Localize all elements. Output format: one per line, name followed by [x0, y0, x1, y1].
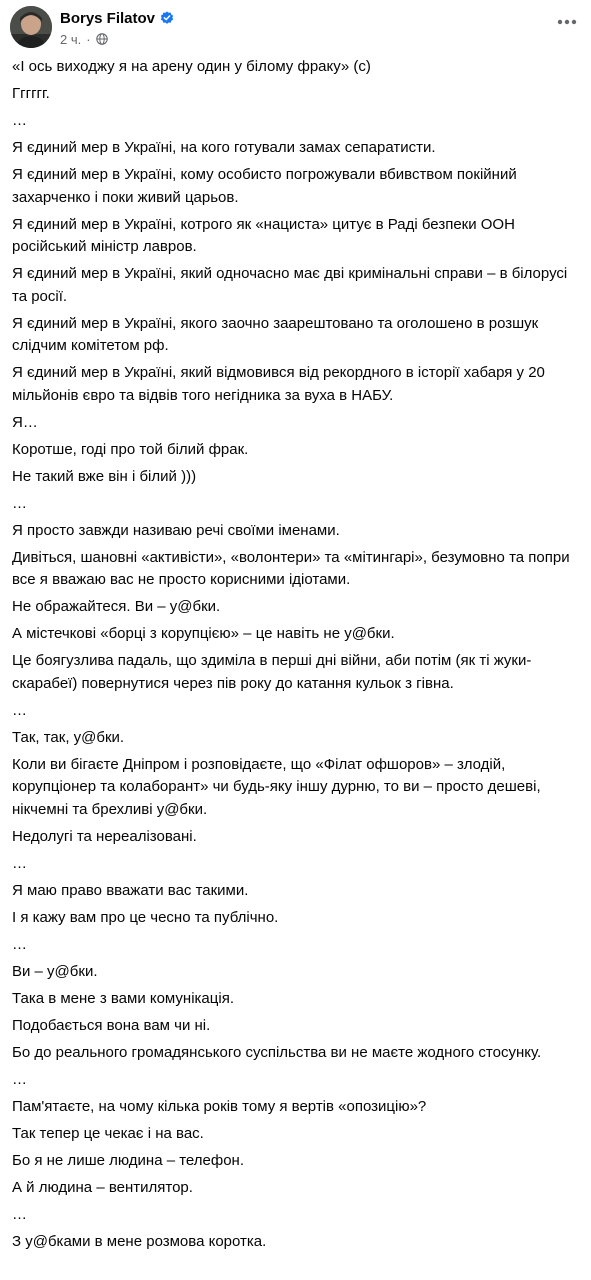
post-paragraph: «І ось виходжу я на арену один у білому фраку» (с): [12, 58, 371, 75]
post-paragraph: Я…: [12, 413, 38, 431]
post-paragraph: Гггггг.: [12, 85, 50, 102]
post-paragraph: Я єдиний мер в Україні, який одночасно має дві кримінальні справи – в білорусі та росії.: [12, 265, 568, 305]
post-paragraph: Недолугі та нереалізовані.: [12, 827, 197, 845]
post-paragraph: Я єдиний мер в Україні, котрого як «нациста» цитує в Раді безпеки ООН російський міністр лавров.: [12, 215, 515, 255]
avatar[interactable]: [10, 6, 52, 48]
post-paragraph: Так, так, у@бки.: [12, 728, 125, 746]
post-paragraph: …: [12, 112, 27, 129]
post-paragraph: Я просто завжди називаю речі своїми іменами.: [12, 521, 340, 539]
post-paragraph: …: [12, 701, 27, 719]
post-text: [12, 56, 582, 1258]
verified-badge-icon: [160, 11, 174, 25]
post-paragraph: Ви – у@бки.: [12, 962, 98, 980]
post-paragraph: І я кажу вам про це чесно та публічно.: [12, 908, 279, 926]
post-paragraph: Коли ви бігаєте Дніпром і розповідаєте, що «Філат офшоров» – злодій, корупціонер та колаборант» чи будь-яку іншу дурню, то ви – просто дешеві, нікчемні та брехливі у@бки.: [12, 755, 541, 818]
more-options-button[interactable]: [553, 12, 581, 32]
post-paragraph: Така в мене з вами комунікація.: [12, 989, 234, 1007]
post-paragraph: Я єдиний мер в Україні, який відмовився від рекордного в історії хабаря у 20 мільйонів євро та відвів того негідника за вуха в НАБУ.: [12, 364, 545, 404]
more-horizontal-icon: [553, 12, 581, 32]
post-paragraph: …: [12, 935, 27, 953]
post-paragraph: Так тепер це чекає і на вас.: [12, 1124, 204, 1142]
post-paragraph: …: [12, 1070, 27, 1088]
post-paragraph: А містечкові «борці з корупцією» – це навіть не у@бки.: [12, 625, 395, 642]
post-paragraph: Бо до реального громадянського суспільства ви не маєте жодного стосунку.: [12, 1043, 542, 1061]
globe-icon[interactable]: [96, 33, 108, 45]
post-meta: [60, 30, 174, 48]
avatar-image: [10, 6, 52, 48]
post-header: [10, 6, 581, 52]
post-paragraph: А й людина – вентилятор.: [12, 1178, 193, 1196]
post-paragraph: Я єдиний мер в Україні, кому особисто погрожували вбивством покійний захарченко і поки живий царьов.: [12, 166, 517, 206]
post-paragraph: Я маю право вважати вас такими.: [12, 881, 249, 899]
post-paragraph: Коротше, годі про той білий фрак.: [12, 440, 249, 458]
post-paragraph: Не такий вже він і білий ))): [12, 467, 197, 485]
post-paragraph: Подобається вона вам чи ні.: [12, 1016, 211, 1034]
post-paragraph: Я єдиний мер в Україні, на кого готували замах сепаратисти.: [12, 139, 436, 156]
post-paragraph: …: [12, 494, 27, 512]
post-paragraph: Не ображайтеся. Ви – у@бки.: [12, 598, 221, 615]
post-paragraph: Я єдиний мер в Україні, якого заочно заарештовано та оголошено в розшук слідчим комітетом рф.: [12, 314, 539, 354]
post-time[interactable]: 2 ч.: [60, 31, 82, 47]
post-paragraph: Дивіться, шановні «активісти», «волонтери» та «мітингарі», безумовно та попри все я вважаю вас не просто корисними ідіотами.: [12, 548, 570, 588]
post-paragraph: Бо я не лише людина – телефон.: [12, 1151, 244, 1169]
post-paragraph: Це боягузлива падаль, що здиміла в перші дні війни, аби потім (як ті жуки-скарабеї) повернутися через пів року до катання кульок з гівна.: [12, 652, 532, 692]
author-name[interactable]: Borys Filatov: [60, 9, 156, 27]
author-row: [60, 8, 174, 28]
post-paragraph: …: [12, 854, 27, 872]
post-paragraph: …: [12, 1205, 27, 1223]
meta-separator: ·: [86, 31, 91, 47]
post-paragraph: Пам'ятаєте, на чому кілька років тому я вертів «опозицію»?: [12, 1097, 427, 1115]
author-block: [60, 8, 174, 48]
post-paragraph: З у@бками в мене розмова коротка.: [12, 1232, 267, 1250]
